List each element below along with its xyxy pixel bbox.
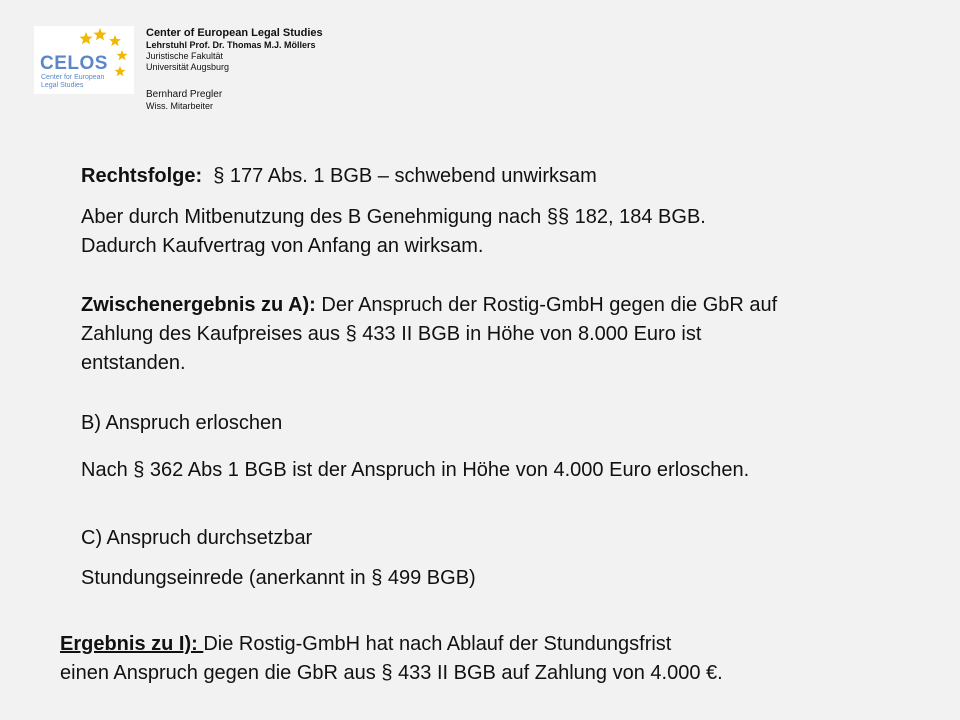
ergebnis-line1: Die Rostig-GmbH hat nach Ablauf der Stundungsfrist [203, 633, 672, 655]
logo-subtitle-line2: Legal Studies [41, 82, 84, 89]
zwischenergebnis-line1: Der Anspruch der Rostig-GmbH gegen die GbR auf [315, 294, 778, 316]
author-role: Wiss. Mitarbeiter [146, 101, 214, 111]
institute-name: Center of European Legal Studies [146, 27, 323, 39]
ergebnis-paragraph [60, 630, 723, 688]
ergebnis-line2: einen Anspruch gegen die GbR aus § 433 II BGB auf Zahlung von 4.000 €. [60, 662, 723, 684]
logo-subtitle [41, 74, 104, 90]
aber-line2: Dadurch Kaufvertrag von Anfang an wirksam. [81, 235, 484, 257]
zwischenergebnis-label: Zwischenergebnis zu A): [81, 294, 316, 316]
rechtsfolge-label: Rechtsfolge: [81, 165, 203, 187]
author-name: Bernhard Pregler [146, 89, 223, 100]
header-block [146, 26, 323, 112]
ergebnis-label: Ergebnis zu I): [60, 633, 204, 655]
university-name: Universität Augsburg [146, 62, 230, 72]
section-c-text: Stundungseinrede (anerkannt in § 499 BGB) [81, 567, 476, 589]
rechtsfolge-line [81, 162, 597, 191]
rechtsfolge-text: § 177 Abs. 1 BGB – schwebend unwirksam [202, 165, 597, 187]
zwischenergebnis-line2: Zahlung des Kaufpreises aus § 433 II BGB in Höhe von 8.000 Euro ist [81, 323, 702, 345]
aber-paragraph [81, 203, 706, 261]
logo-wordmark: CELOS [40, 53, 108, 74]
chair-name: Lehrstuhl Prof. Dr. Thomas M.J. Möllers [146, 40, 316, 50]
zwischenergebnis-paragraph [81, 291, 777, 378]
section-b-heading: B) Anspruch erloschen [81, 412, 283, 434]
section-b-text: Nach § 362 Abs 1 BGB ist der Anspruch in Höhe von 4.000 Euro erloschen. [81, 459, 750, 481]
faculty-name: Juristische Fakultät [146, 51, 224, 61]
aber-line1: Aber durch Mitbenutzung des B Genehmigung nach §§ 182, 184 BGB. [81, 206, 706, 228]
zwischenergebnis-line3: entstanden. [81, 352, 186, 374]
section-c-heading: C) Anspruch durchsetzbar [81, 527, 313, 549]
logo-subtitle-line1: Center for European [41, 74, 105, 81]
celos-logo [34, 26, 134, 94]
